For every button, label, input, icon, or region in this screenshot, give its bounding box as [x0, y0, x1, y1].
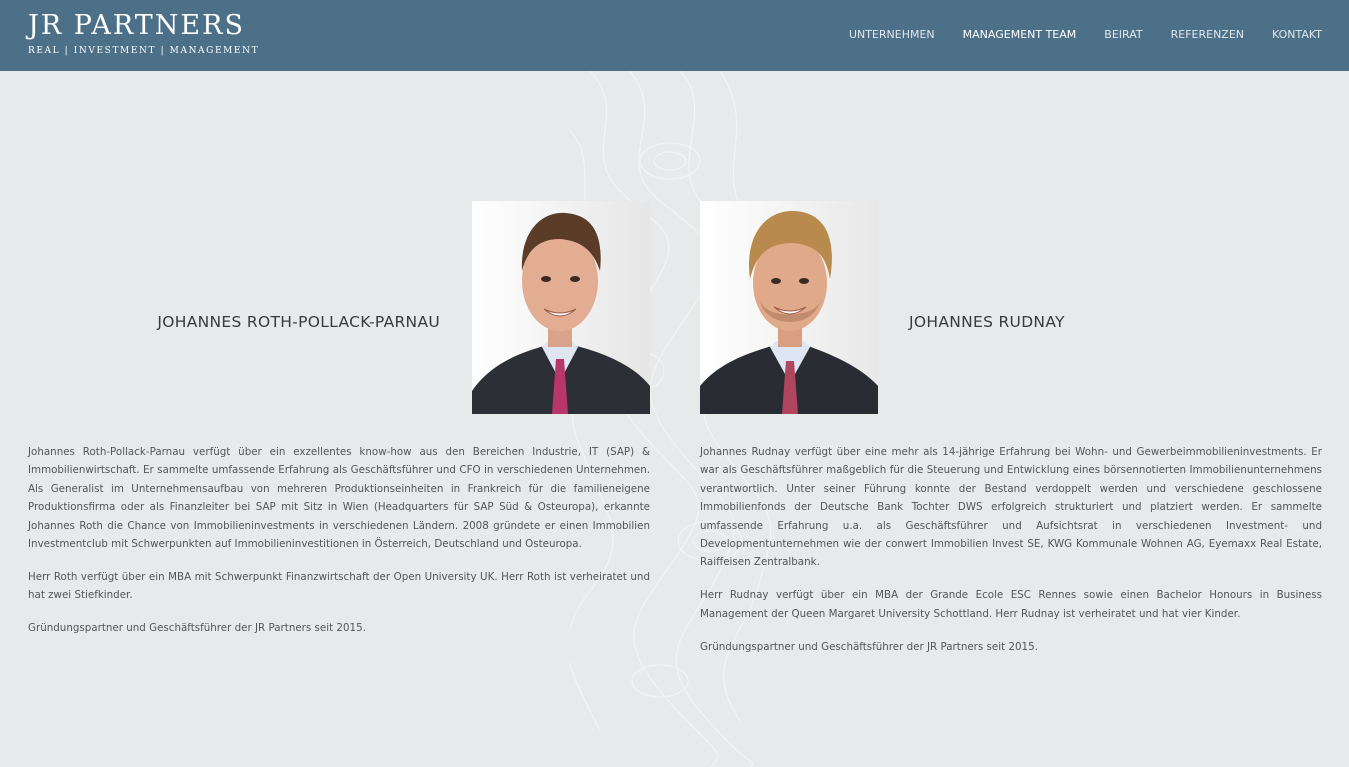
logo-wordmark: JR PARTNERS [28, 10, 245, 41]
team-member-name: JOHANNES ROTH-POLLACK-PARNAU [157, 313, 440, 331]
site-header [0, 0, 1349, 71]
team-member-photo [472, 201, 650, 414]
team-member-photo [700, 201, 878, 414]
nav-item-kontakt[interactable]: KONTAKT [1272, 28, 1322, 41]
bio-paragraph: Gründungspartner und Geschäftsführer der JR Partners seit 2015. [28, 622, 366, 635]
main-nav [849, 28, 1322, 42]
nav-item-beirat[interactable]: BEIRAT [1104, 28, 1143, 41]
team-member-bio [700, 443, 1322, 671]
logo[interactable] [28, 10, 259, 57]
nav-item-unternehmen[interactable]: UNTERNEHMEN [848, 28, 935, 41]
bio-paragraph: Johannes Roth-Pollack-Parnau verfügt über ein exzellentes know-how aus den Bereichen Industrie, IT (SAP) & Immobilienwirtschaft. Er sammelte umfassende Erfahrung als Geschäftsführer und CFO in verschiedenen Unternehmen. Als Generalist im Unternehmensaufbau von mehreren Produktionseinheiten in Frankreich für die familieneigene Produktionsfirma oder als Finanzleiter bei SAP mit Sitz in Wien (Headquarters für SAP Süd & Osteuropa), erkannte Johannes Roth die Chance von Immobilieninvestments in verschiedenen Ländern. 2008 gründete er einen Immobilien Investmentclub mit Schwerpunkten auf Immobilieninvestitionen in Österreich, Deutschland und Osteuropa. [28, 446, 650, 551]
team-member-name: JOHANNES RUDNAY [909, 313, 1065, 331]
bio-paragraph: Gründungspartner und Geschäftsführer der JR Partners seit 2015. [700, 640, 1038, 653]
bio-paragraph: Johannes Rudnay verfügt über eine mehr als 14-jährige Erfahrung bei Wohn- und Gewerbeimmobilieninvestments. Er war als Geschäftsführer maßgeblich für die Steuerung und Entwicklung eines börsennotierten Immobilienunternehmens verantwortlich. Unter seiner Führung konnte der Bestand verdoppelt werden und verschiedene geschlossene Immobilienfonds der Deutsche Bank Tochter DWS erfolgreich strukturiert und platziert werden. Er sammelte umfassende Erfahrung u.a. als Geschäftsführer und Aufsichtsrat in verschiedenen Investment- und Developmentunternehmen wie der conwert Immobilien Invest SE, KWG Kommunale Wohnen AG, Eyemaxx Real Estate, Raiffeisen Zentralbank. [700, 446, 1322, 569]
nav-item-management-team[interactable]: MANAGEMENT TEAM [962, 28, 1077, 41]
nav-item-referenzen[interactable]: REFERENZEN [1170, 28, 1245, 41]
bio-paragraph: Herr Rudnay verfügt über ein MBA der Grande Ecole ESC Rennes sowie einen Bachelor Honours in Business Management der Queen Margaret University Schottland. Herr Rudnay ist verheiratet und hat vier Kinder. [700, 589, 1322, 620]
logo-tagline: REAL | INVESTMENT | MANAGEMENT [28, 46, 260, 56]
bio-paragraph: Herr Roth verfügt über ein MBA mit Schwerpunkt Finanzwirtschaft der Open University UK. Herr Roth ist verheiratet und hat zwei Stiefkinder. [28, 570, 650, 602]
team-member-bio [28, 443, 650, 652]
